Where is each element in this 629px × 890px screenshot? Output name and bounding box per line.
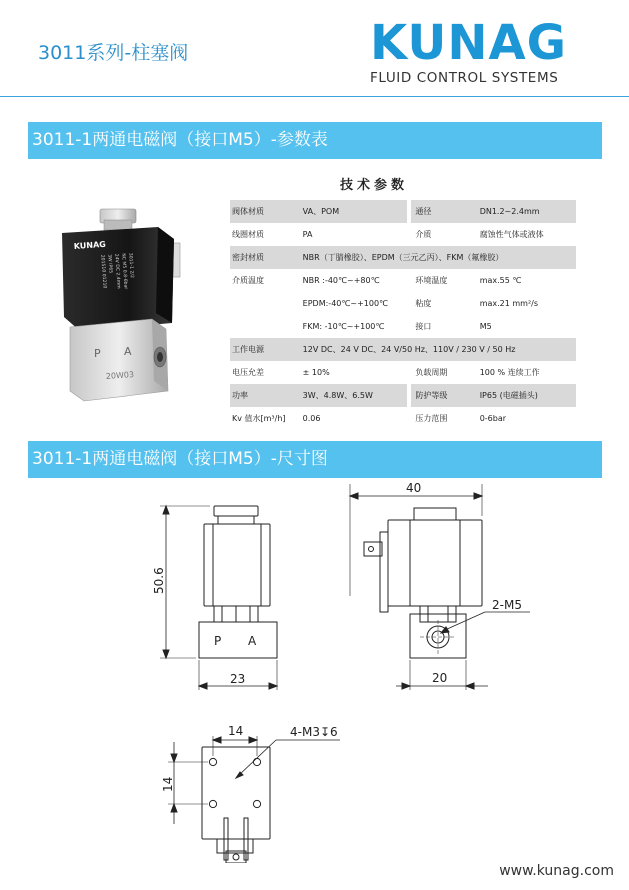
param-label: 功率 [230, 384, 303, 407]
param-label: 压力范围 [415, 414, 448, 423]
param-label [230, 315, 303, 338]
photo-label-line: 201510 01210 [99, 254, 107, 289]
param-value: M5 [479, 322, 492, 331]
dim-height-label: 50.6 [152, 567, 166, 594]
param-value: 3W、4.8W、6.5W [303, 384, 407, 407]
param-label: Kv 值水[m³/h] [232, 414, 286, 423]
mount-depth-value: 6 [330, 725, 338, 739]
param-label: 电压允差 [232, 368, 264, 377]
param-value: 0.06 [302, 414, 321, 423]
param-label: 环境温度 [415, 276, 448, 285]
series-title: 3011系列-柱塞阀 [38, 42, 189, 64]
param-value: DN1.2~2.4mm [480, 200, 576, 223]
photo-label-line: NC M5 0.8-6bar [120, 253, 128, 290]
param-label: 介质 [415, 230, 432, 239]
header-divider [0, 96, 629, 97]
param-value: NBR（丁腈橡胶）、EPDM（三元乙丙）、FKM（氟橡胶） [303, 246, 576, 269]
table-row [230, 338, 576, 361]
kunag-logo [370, 15, 590, 86]
param-value: VA、POM [303, 200, 407, 223]
param-label: 密封材质 [230, 246, 303, 269]
dim-side-top-label: 40 [406, 481, 422, 495]
param-value: 12V DC、24 V DC、24 V/50 Hz、110V / 230 V / 50 Hz [303, 338, 576, 361]
params-table [230, 200, 576, 430]
valve-photo [40, 205, 190, 405]
photo-body-code: 20W03 [105, 370, 135, 381]
param-value: 0-6bar [479, 414, 507, 423]
param-value: 100 % 连续工作 [479, 368, 540, 377]
param-label: 通径 [411, 200, 479, 223]
param-label [230, 292, 303, 315]
mount-holes-spec: 4-M3 [290, 725, 320, 739]
params-table-title: 技术参数 [340, 178, 409, 193]
table-row [230, 315, 576, 338]
param-value: ± 10% [302, 368, 330, 377]
param-value: NBR :-40℃~+80℃ [302, 276, 380, 285]
photo-label-line: 24V DC 2.4mm [113, 253, 121, 289]
logo-subtitle: FLUID CONTROL SYSTEMS [370, 70, 559, 86]
logo-word: KUNAG [370, 15, 568, 71]
bottom-view [161, 724, 340, 863]
table-row [230, 246, 576, 269]
dim-side-bottom-label: 20 [432, 671, 448, 685]
front-letter-p: P [214, 634, 222, 648]
param-value: PA [302, 230, 313, 239]
photo-label-line: 3W IP65 [106, 254, 113, 274]
param-label: 线圈材质 [232, 230, 264, 239]
photo-brand-label: KUNAG [73, 239, 107, 251]
param-value: max.21 mm²/s [479, 299, 539, 308]
param-value: 腐蚀性气体或液体 [479, 230, 544, 239]
front-letter-a: A [248, 634, 257, 648]
param-label: 负载周期 [415, 368, 448, 377]
front-view [152, 506, 277, 690]
dim-front-width-label: 23 [230, 672, 246, 686]
param-value: max.55 ℃ [479, 276, 522, 285]
footer-website[interactable]: www.kunag.com [499, 863, 614, 879]
param-value: EPDM:-40℃~+100℃ [302, 299, 389, 308]
param-label: 防护等级 [411, 384, 479, 407]
side-view [350, 481, 530, 690]
dim-bottom-width-label: 14 [228, 724, 244, 738]
table-row [230, 361, 576, 384]
table-row [230, 292, 576, 315]
mount-holes-label [290, 725, 338, 739]
photo-label-line: 3011-1 2/2 [127, 252, 134, 279]
param-label: 接口 [415, 322, 432, 331]
photo-letter-p: P [94, 347, 101, 360]
param-label: 粘度 [415, 299, 432, 308]
table-row [230, 223, 576, 246]
section-title-dimensions: 3011-1两通电磁阀（接口M5）-尺寸图 [28, 441, 602, 478]
table-row [230, 407, 576, 430]
param-label: 介质温度 [232, 276, 264, 285]
table-row [230, 200, 576, 223]
param-label: 阀体材质 [230, 200, 303, 223]
dim-bottom-height-label: 14 [161, 776, 175, 792]
table-row [230, 384, 576, 407]
table-row [230, 269, 576, 292]
param-value: FKM: -10℃~+100℃ [302, 322, 385, 331]
param-label: 工作电源 [230, 338, 303, 361]
section-title-params: 3011-1两通电磁阀（接口M5）-参数表 [28, 122, 602, 159]
photo-letter-a: A [124, 345, 132, 358]
port-label: 2-M5 [492, 598, 522, 612]
depth-symbol-icon: ↧ [319, 725, 331, 739]
param-value: IP65 (电磁插头) [480, 384, 576, 407]
dimension-drawing [0, 478, 629, 863]
